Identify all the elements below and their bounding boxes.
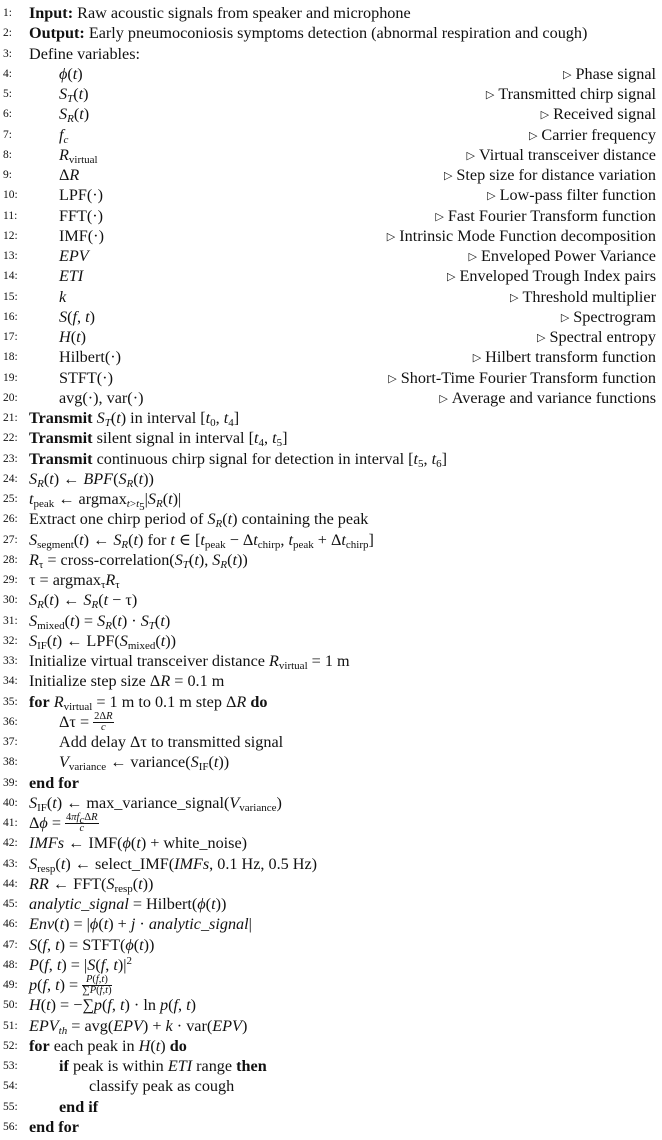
comment-text: Enveloped Power Variance bbox=[480, 247, 656, 265]
algorithm-line bbox=[0, 773, 656, 793]
line-statement: Δϕ = $\frac{4\pi f_c\Delta R}{c}$ bbox=[29, 811, 98, 834]
line-number: 27: bbox=[3, 533, 18, 546]
algorithm-line bbox=[0, 388, 656, 408]
line-statement: $f_c$ bbox=[59, 125, 69, 146]
algorithm-line bbox=[0, 935, 656, 955]
algorithm-line bbox=[0, 449, 656, 469]
line-number: 23: bbox=[3, 452, 18, 465]
line-number: 21: bbox=[3, 412, 18, 424]
line-statement: ΔR bbox=[59, 166, 80, 184]
line-statement: end if bbox=[59, 1097, 99, 1116]
algorithm-line bbox=[0, 1036, 656, 1056]
line-statement: IMFs ← IMF(ϕ(t) + white_noise) bbox=[29, 834, 248, 853]
comment-triangle-icon: ▷ bbox=[510, 291, 519, 304]
line-statement: end for bbox=[29, 1117, 79, 1136]
line-statement: if peak is within ETI range then bbox=[59, 1057, 267, 1075]
comment-triangle-icon: ▷ bbox=[468, 251, 477, 263]
comment-triangle-icon: ▷ bbox=[563, 68, 572, 81]
line-number: 52: bbox=[3, 1039, 18, 1052]
line-statement: Extract one chirp period of $S_R(t)$ containing the peak bbox=[29, 510, 369, 531]
line-statement: avg(·), var(·) bbox=[59, 388, 144, 407]
line-number: 7: bbox=[3, 128, 12, 141]
line-statement: classify peak as cough bbox=[89, 1077, 235, 1096]
line-statement: $S_{mixed}(t) = S_R(t) \cdot S_T(t)$ bbox=[29, 611, 171, 632]
line-comment bbox=[541, 104, 656, 126]
line-number: 4: bbox=[3, 67, 12, 80]
line-number: 56: bbox=[3, 1120, 18, 1133]
algorithm-line bbox=[0, 955, 656, 975]
line-number: 36: bbox=[3, 715, 18, 728]
comment-triangle-icon: ▷ bbox=[443, 170, 453, 182]
line-statement: Define variables: bbox=[29, 44, 141, 63]
line-number: 46: bbox=[3, 918, 18, 931]
algorithm-line bbox=[0, 368, 656, 388]
algorithm-line bbox=[0, 975, 656, 995]
algorithm-line bbox=[0, 611, 656, 631]
line-statement: k bbox=[59, 287, 67, 306]
algorithm-line bbox=[0, 854, 656, 874]
line-number: 12: bbox=[3, 229, 18, 242]
line-statement: Transmit silent signal in interval [$t_4$, $t_5$] bbox=[29, 429, 288, 450]
line-comment bbox=[435, 206, 656, 228]
line-comment bbox=[439, 388, 656, 410]
comment-triangle-icon: ▷ bbox=[540, 109, 550, 122]
line-comment bbox=[388, 368, 656, 390]
algorithm-line bbox=[0, 307, 656, 327]
comment-triangle-icon: ▷ bbox=[537, 332, 546, 344]
line-number: 45: bbox=[3, 898, 18, 910]
line-number: 44: bbox=[3, 877, 18, 890]
algorithm-line bbox=[0, 1076, 656, 1096]
algorithm-line bbox=[0, 1016, 656, 1036]
line-statement: $EPV_{th} = avg(EPV) + k \cdot var(EPV)$ bbox=[29, 1016, 248, 1037]
line-number: 11: bbox=[3, 209, 18, 222]
line-number: 53: bbox=[3, 1060, 18, 1072]
line-number: 38: bbox=[3, 756, 18, 769]
line-comment bbox=[447, 266, 656, 288]
line-statement: LPF(·) bbox=[59, 186, 104, 205]
line-number: 2: bbox=[3, 27, 12, 40]
comment-text: Phase signal bbox=[575, 64, 656, 83]
algorithm-line bbox=[0, 266, 656, 286]
line-number: 49: bbox=[3, 979, 18, 991]
algorithm-line bbox=[0, 651, 656, 671]
algorithm-line bbox=[0, 165, 656, 185]
comment-triangle-icon: ▷ bbox=[435, 210, 444, 223]
algorithm-line bbox=[0, 631, 656, 651]
comment-triangle-icon: ▷ bbox=[439, 392, 448, 405]
comment-text: Enveloped Trough Index pairs bbox=[459, 267, 656, 286]
algorithm-line bbox=[0, 185, 656, 205]
line-comment bbox=[529, 125, 656, 147]
line-comment bbox=[467, 145, 656, 167]
line-statement: $S_{segment}(t)$ ← $S_R(t)$ for t ∈ [$t_{peak} - \Delta t_{chirp}$, $t_{peak} + \Delta t_{chirp}$] bbox=[29, 530, 374, 551]
line-number: 8: bbox=[3, 148, 12, 161]
line-number: 20: bbox=[3, 391, 18, 404]
comment-triangle-icon: ▷ bbox=[487, 190, 496, 203]
line-number: 55: bbox=[3, 1100, 18, 1113]
line-statement: EPV bbox=[59, 247, 89, 265]
line-number: 1: bbox=[3, 7, 12, 19]
line-number: 50: bbox=[3, 999, 18, 1012]
line-number: 29: bbox=[3, 574, 18, 586]
line-statement: for each peak in H(t) do bbox=[29, 1036, 187, 1055]
line-statement: Transmit $S_T(t)$ in interval [$t_0$, $t_4$] bbox=[29, 409, 240, 429]
line-statement: Env(t) = |ϕ(t) + j · analytic_signal| bbox=[29, 915, 252, 934]
algorithm-line bbox=[0, 590, 656, 610]
line-statement: $S_{resp}(t)$ ← select_IMF(IMFs, 0.1 Hz, 0.5 Hz) bbox=[29, 854, 318, 875]
comment-text: Spectrogram bbox=[573, 307, 656, 326]
line-number: 33: bbox=[3, 655, 18, 667]
line-comment bbox=[561, 307, 656, 329]
algorithm-line bbox=[0, 692, 656, 712]
comment-text: Transmitted chirp signal bbox=[498, 85, 656, 103]
line-comment bbox=[487, 185, 656, 207]
line-number: 48: bbox=[3, 958, 18, 971]
comment-triangle-icon: ▷ bbox=[447, 271, 456, 284]
line-comment bbox=[486, 84, 656, 106]
comment-text: Carrier frequency bbox=[541, 125, 656, 144]
comment-triangle-icon: ▷ bbox=[472, 352, 482, 365]
line-comment bbox=[444, 165, 656, 187]
line-statement: $R_\tau$ = cross-$correlation(S_T(t)$, $S_R(t)$) bbox=[29, 550, 248, 571]
algorithm-line bbox=[0, 64, 656, 84]
algorithm-line bbox=[0, 813, 656, 833]
line-statement: $S_R(t)$ ← $BPF(S_R(t))$ bbox=[29, 469, 154, 490]
line-number: 51: bbox=[3, 1019, 18, 1032]
comment-text: Low-pass filter function bbox=[499, 186, 656, 205]
line-comment bbox=[473, 347, 656, 369]
comment-triangle-icon: ▷ bbox=[560, 311, 570, 324]
line-statement: S(f, t) = STFT(ϕ(t)) bbox=[29, 935, 155, 954]
line-statement: RR ← $FFT(S_{resp}(t))$ bbox=[29, 874, 154, 895]
line-number: 14: bbox=[3, 270, 18, 283]
algorithm-line bbox=[0, 732, 656, 752]
comment-text: Short-Time Fourier Transform function bbox=[400, 368, 656, 387]
algorithm-line bbox=[0, 671, 656, 691]
comment-text: Hilbert transform function bbox=[485, 348, 656, 367]
line-number: 35: bbox=[3, 695, 18, 708]
line-statement: analytic_signal = Hilbert(ϕ(t)) bbox=[29, 895, 227, 913]
line-number: 34: bbox=[3, 675, 18, 688]
line-statement: $V_{variance}$ ← $variance(S_{IF}(t))$ bbox=[59, 753, 230, 774]
algorithm-line bbox=[0, 104, 656, 124]
line-number: 10: bbox=[3, 189, 18, 202]
comment-text: Step size for distance variation bbox=[456, 166, 656, 184]
line-number: 6: bbox=[3, 108, 12, 121]
line-statement: $t_{peak}$ ← $argmax_{t>t_5}|S_R(t)|$ bbox=[29, 490, 182, 513]
line-number: 5: bbox=[3, 88, 12, 100]
algorithm-line bbox=[0, 206, 656, 226]
algorithm-line bbox=[0, 914, 656, 934]
algorithm-line bbox=[0, 44, 656, 64]
line-statement: Output: Early pneumoconiosis symptoms detection (abnormal respiration and cough) bbox=[29, 24, 588, 43]
line-number: 47: bbox=[3, 938, 18, 951]
line-statement: $S_R(t)$ bbox=[59, 105, 90, 126]
comment-text: Threshold multiplier bbox=[522, 287, 656, 306]
line-comment bbox=[563, 64, 656, 86]
line-statement: $R_{virtual}$ bbox=[59, 145, 98, 166]
algorithm-line bbox=[0, 347, 656, 367]
line-statement: Δτ = $\frac{2\Delta R}{c}$ bbox=[59, 710, 113, 733]
algorithm-line bbox=[0, 145, 656, 165]
algorithm-line bbox=[0, 125, 656, 145]
line-comment bbox=[537, 327, 656, 349]
line-number: 54: bbox=[3, 1080, 18, 1093]
line-statement: end for bbox=[29, 773, 79, 792]
algorithm-line bbox=[0, 833, 656, 853]
line-number: 31: bbox=[3, 614, 18, 627]
algorithm-line bbox=[0, 1117, 656, 1137]
line-statement: Add delay Δτ to transmitted signal bbox=[59, 733, 284, 751]
line-statement: S(f, t) bbox=[59, 307, 95, 326]
line-number: 18: bbox=[3, 351, 18, 364]
algorithm-line bbox=[0, 84, 656, 104]
line-statement: $S_R(t)$ ← $S_R(t - \tau)$ bbox=[29, 591, 138, 612]
line-statement: P(f, t) = |S(f, $t)|^2$ bbox=[29, 954, 132, 974]
comment-text: Received signal bbox=[553, 105, 656, 124]
line-statement: for $R_{virtual} = 1$ m to 0.1 m step ΔR do bbox=[29, 692, 268, 713]
algorithm-line bbox=[0, 1097, 656, 1117]
line-comment bbox=[469, 246, 656, 268]
line-number: 42: bbox=[3, 837, 18, 850]
comment-text: Virtual transceiver distance bbox=[478, 145, 656, 164]
line-number: 39: bbox=[3, 776, 18, 789]
line-number: 32: bbox=[3, 634, 18, 647]
line-statement: p(f, t) = $\frac{P(f,t)}{\sum P(f,t)}$ bbox=[29, 973, 112, 996]
comment-text: Intrinsic Mode Function decomposition bbox=[399, 226, 656, 245]
line-comment bbox=[387, 226, 656, 248]
algorithm-line bbox=[0, 793, 656, 813]
algorithm-line bbox=[0, 428, 656, 448]
line-statement: H(t) = −∑p(f, t) · ln p(f, t) bbox=[29, 996, 196, 1015]
line-number: 22: bbox=[3, 432, 18, 445]
comment-triangle-icon: ▷ bbox=[386, 230, 396, 243]
line-statement: $S_{IF}(t)$ ← $LPF(S_{mixed}(t))$ bbox=[29, 631, 176, 652]
line-number: 24: bbox=[3, 472, 18, 485]
algorithm-line bbox=[0, 1056, 656, 1076]
algorithm-line bbox=[0, 226, 656, 246]
line-number: 28: bbox=[3, 553, 18, 566]
line-statement: $S_{IF}(t)$ ← $\max\_variance\_signal(V_{variance})$ bbox=[29, 793, 282, 814]
line-number: 37: bbox=[3, 736, 18, 748]
comment-text: Spectral entropy bbox=[549, 328, 656, 346]
line-number: 15: bbox=[3, 290, 18, 303]
comment-triangle-icon: ▷ bbox=[388, 372, 397, 385]
comment-triangle-icon: ▷ bbox=[485, 89, 495, 101]
algorithm-line bbox=[0, 712, 656, 732]
algorithm-line bbox=[0, 287, 656, 307]
line-statement: ϕ(t) bbox=[59, 64, 83, 83]
algorithm-line bbox=[0, 327, 656, 347]
comment-triangle-icon: ▷ bbox=[466, 149, 475, 162]
line-number: 16: bbox=[3, 310, 18, 323]
line-number: 41: bbox=[3, 817, 18, 829]
comment-triangle-icon: ▷ bbox=[528, 129, 538, 142]
algorithm-line bbox=[0, 530, 656, 550]
algorithm-line bbox=[0, 246, 656, 266]
line-number: 19: bbox=[3, 371, 18, 384]
line-statement: H(t) bbox=[59, 328, 86, 346]
line-number: 43: bbox=[3, 857, 18, 870]
algorithm-line bbox=[0, 3, 656, 23]
line-number: 17: bbox=[3, 331, 18, 343]
comment-text: Fast Fourier Transform function bbox=[447, 206, 656, 225]
line-number: 40: bbox=[3, 796, 18, 809]
line-statement: $\tau = argmax_\tau R_\tau$ bbox=[29, 571, 120, 591]
algorithm-line bbox=[0, 509, 656, 529]
line-statement: STFT(·) bbox=[59, 368, 113, 387]
algorithm-line bbox=[0, 995, 656, 1015]
line-number: 9: bbox=[3, 169, 12, 181]
algorithm-line bbox=[0, 23, 656, 43]
line-statement: Initialize step size ΔR = 0.1 m bbox=[29, 672, 225, 691]
line-statement: Initialize virtual transceiver distance $R_{virtual} = 1$ m bbox=[29, 652, 350, 672]
algorithm-line bbox=[0, 752, 656, 772]
line-statement: Input: Raw acoustic signals from speaker and microphone bbox=[29, 4, 411, 22]
algorithm-line bbox=[0, 408, 656, 428]
line-statement: IMF(·) bbox=[59, 226, 104, 245]
line-number: 3: bbox=[3, 47, 12, 60]
algorithm-line bbox=[0, 550, 656, 570]
line-comment bbox=[510, 287, 656, 309]
line-statement: Transmit continuous chirp signal for detection in interval [$t_5$, $t_6$] bbox=[29, 449, 448, 470]
line-number: 13: bbox=[3, 250, 18, 262]
algorithm-line bbox=[0, 489, 656, 513]
line-number: 26: bbox=[3, 513, 18, 526]
algorithm-line bbox=[0, 570, 656, 590]
algorithm-line bbox=[0, 874, 656, 894]
comment-text: Average and variance functions bbox=[451, 388, 656, 407]
line-number: 25: bbox=[3, 493, 18, 505]
algorithm-line bbox=[0, 894, 656, 914]
line-statement: ETI bbox=[59, 267, 84, 286]
line-number: 30: bbox=[3, 594, 18, 607]
line-statement: $S_T(t)$ bbox=[59, 85, 89, 105]
line-statement: Hilbert(·) bbox=[59, 348, 122, 367]
algorithm-line bbox=[0, 469, 656, 489]
line-statement: FFT(·) bbox=[59, 206, 104, 225]
